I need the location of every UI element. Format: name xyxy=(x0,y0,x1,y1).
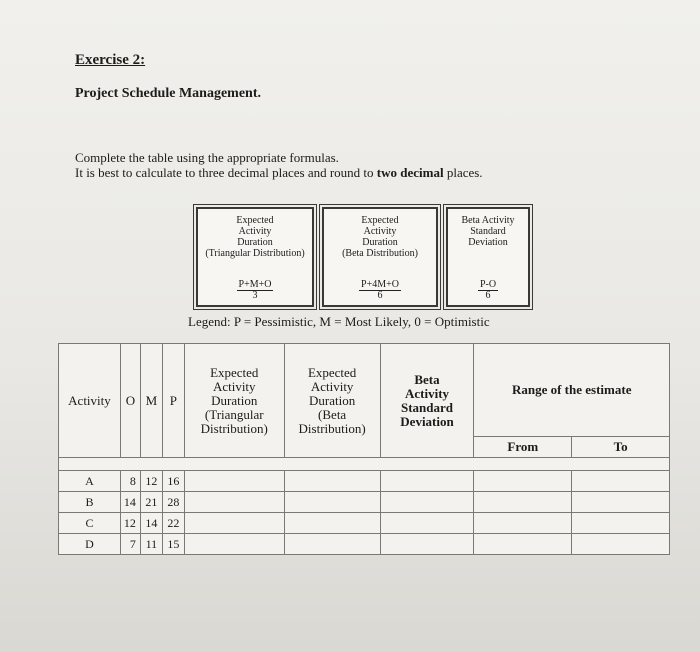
header-line: (Beta xyxy=(318,406,347,422)
table-row xyxy=(59,534,670,555)
cell-stdev[interactable] xyxy=(380,492,474,513)
formula-header-line: Deviation xyxy=(468,237,508,248)
header-line: Expected xyxy=(210,364,259,380)
exercise-title: Exercise 2: xyxy=(75,52,146,68)
header-line: Activity xyxy=(212,378,256,394)
cell-p: 16 xyxy=(162,471,184,492)
formula-header-line: Expected xyxy=(236,215,274,226)
header-stdev xyxy=(380,344,474,458)
header-line: Distribution) xyxy=(298,420,366,436)
instruction-line-2-bold: two decimal xyxy=(376,165,444,180)
formula-box-beta xyxy=(322,207,438,307)
formula-numerator: P+4M+O xyxy=(361,279,399,290)
formula-header-line: Standard xyxy=(470,226,506,237)
cell-triangular[interactable] xyxy=(184,471,284,492)
cell-beta[interactable] xyxy=(284,471,380,492)
header-triangular xyxy=(184,344,284,458)
cell-activity: C xyxy=(59,513,121,534)
instruction-line-2-end: places. xyxy=(443,165,483,180)
cell-o: 8 xyxy=(120,471,140,492)
formula-numerator: P+M+O xyxy=(238,279,272,290)
header-line: (Triangular xyxy=(204,406,264,422)
formula-header-line: Expected xyxy=(361,215,399,226)
formula-fraction xyxy=(448,280,528,301)
cell-to[interactable] xyxy=(572,471,670,492)
formula-box-stdev xyxy=(446,207,530,307)
cell-activity: B xyxy=(59,492,121,513)
cell-from[interactable] xyxy=(474,513,572,534)
cell-to[interactable] xyxy=(572,513,670,534)
formula-fraction xyxy=(324,280,436,301)
cell-m: 12 xyxy=(140,471,162,492)
cell-m: 14 xyxy=(140,513,162,534)
formula-box-header xyxy=(448,215,528,248)
instruction-line-1: Complete the table using the appropriate formulas. xyxy=(75,150,339,165)
header-line: Distribution) xyxy=(200,420,268,436)
header-p: P xyxy=(162,344,184,458)
table-row xyxy=(59,492,670,513)
formula-header-line: Duration xyxy=(237,237,273,248)
table-row xyxy=(59,471,670,492)
cell-m: 21 xyxy=(140,492,162,513)
formula-fraction xyxy=(198,280,312,301)
header-from: From xyxy=(474,437,572,458)
cell-triangular[interactable] xyxy=(184,534,284,555)
formula-header-line: (Beta Distribution) xyxy=(342,248,418,259)
header-beta xyxy=(284,344,380,458)
header-line: Beta xyxy=(414,371,440,387)
header-line: Activity xyxy=(404,385,450,401)
instruction-line-2-start: It is best to calculate to three decimal places and round to xyxy=(75,165,377,180)
header-line: Standard xyxy=(400,399,454,415)
cell-to[interactable] xyxy=(572,492,670,513)
schedule-table xyxy=(58,343,670,555)
cell-from[interactable] xyxy=(474,534,572,555)
cell-o: 14 xyxy=(120,492,140,513)
table-header-row xyxy=(59,344,670,437)
formula-denominator: 6 xyxy=(377,290,383,301)
cell-from[interactable] xyxy=(474,471,572,492)
header-line: Deviation xyxy=(400,413,454,429)
header-activity: Activity xyxy=(59,344,121,458)
cell-beta[interactable] xyxy=(284,513,380,534)
table-spacer xyxy=(59,458,670,471)
spacer-cell xyxy=(59,458,670,471)
legend: Legend: P = Pessimistic, M = Most Likely, 0 = Optimistic xyxy=(188,314,490,329)
formula-header-line: Activity xyxy=(238,226,272,237)
instructions xyxy=(75,150,483,180)
header-line: Expected xyxy=(307,364,357,380)
header-m: M xyxy=(140,344,162,458)
cell-to[interactable] xyxy=(572,534,670,555)
cell-activity: A xyxy=(59,471,121,492)
formula-header-line: Activity xyxy=(363,226,397,237)
cell-beta[interactable] xyxy=(284,534,380,555)
header-line: Duration xyxy=(211,392,258,408)
table-row xyxy=(59,513,670,534)
formula-header-line: Duration xyxy=(362,237,398,248)
header-o: O xyxy=(120,344,140,458)
cell-stdev[interactable] xyxy=(380,513,474,534)
formula-header-line: (Triangular Distribution) xyxy=(205,248,305,259)
cell-m: 11 xyxy=(140,534,162,555)
cell-triangular[interactable] xyxy=(184,492,284,513)
header-range: Range of the estimate xyxy=(474,344,670,437)
cell-p: 15 xyxy=(162,534,184,555)
formula-header-line: Beta Activity xyxy=(461,215,515,226)
header-to: To xyxy=(572,437,670,458)
instruction-line-2 xyxy=(75,165,483,180)
cell-o: 7 xyxy=(120,534,140,555)
cell-triangular[interactable] xyxy=(184,513,284,534)
formula-numerator: P-O xyxy=(479,279,497,290)
header-line: Duration xyxy=(309,392,356,408)
formula-box-header xyxy=(324,215,436,259)
cell-stdev[interactable] xyxy=(380,534,474,555)
formula-box-header xyxy=(198,215,312,259)
cell-stdev[interactable] xyxy=(380,471,474,492)
header-line: Activity xyxy=(310,378,354,394)
formula-denominator: 6 xyxy=(485,290,491,301)
exercise-subtitle: Project Schedule Management. xyxy=(75,86,261,101)
cell-o: 12 xyxy=(120,513,140,534)
formula-denominator: 3 xyxy=(252,290,258,301)
formula-box-triangular xyxy=(196,207,314,307)
cell-activity: D xyxy=(59,534,121,555)
cell-p: 28 xyxy=(162,492,184,513)
cell-from[interactable] xyxy=(474,492,572,513)
cell-beta[interactable] xyxy=(284,492,380,513)
cell-p: 22 xyxy=(162,513,184,534)
